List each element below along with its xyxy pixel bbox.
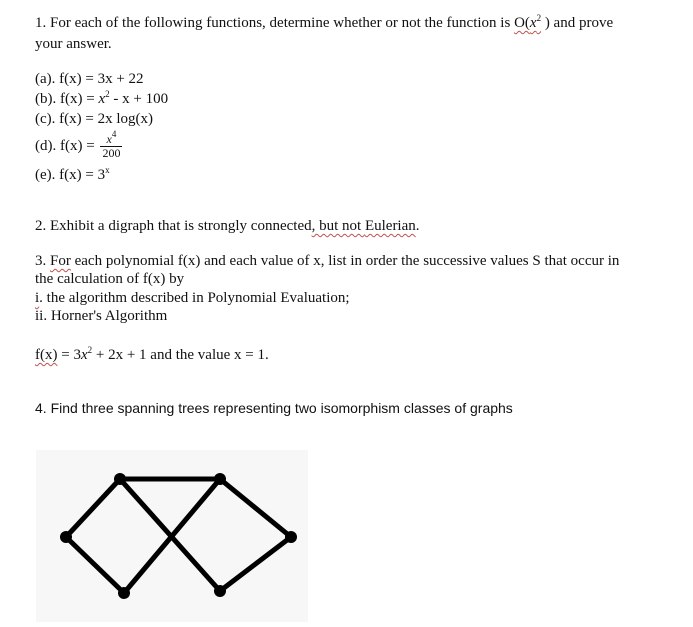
graph-node <box>118 587 130 599</box>
graph-node <box>214 473 226 485</box>
q1-item-c: (c). f(x) = 2x log(x) <box>35 111 154 127</box>
big-o-notation: $O(x^2$ <box>514 13 542 31</box>
q3-item-ii: ii. Horner's Algorithm <box>35 308 168 324</box>
q1-intro-text: 1. For each of the following functions, determine whether or not the function is <box>35 15 515 31</box>
q3-polynomial: $f(x) = 3x^2 + 2x + 1$ and the value x = 1. <box>35 345 269 363</box>
q1-line1: 1. For each of the following functions, determine whether or not the function is $O(x^2$ ) and prove <box>35 13 614 31</box>
q1-line2: your answer. <box>35 36 112 52</box>
q1-item-a: (a). f(x) = 3x + 22 <box>35 71 144 87</box>
q2-line: 2. Exhibit a digraph that is strongly connected, but not Eulerian. <box>35 218 420 234</box>
graph-node <box>114 473 126 485</box>
fraction: $\frac{x^4}{200}$ <box>102 129 121 161</box>
graph-svg <box>36 450 308 622</box>
graph-node <box>60 531 72 543</box>
q4-line: 4. Find three spanning trees representing two isomorphism classes of graphs <box>35 400 513 416</box>
graph-node <box>285 531 297 543</box>
q3-item-i: i. the algorithm described in Polynomial Evaluation; <box>35 290 350 306</box>
q1-item-e: (e). $f(x) = 3^x$ <box>35 165 110 183</box>
graph-edge <box>220 479 291 537</box>
q1-item-d: (d). f(x) = $\frac{x^4}{200}$ <box>35 129 121 161</box>
graph-edge <box>66 537 124 593</box>
graph-figure <box>36 450 308 622</box>
q3-line1: 3. For each polynomial f(x) and each value of x, list in order the successive values S that occur in <box>35 253 620 269</box>
q1-item-b: (b). $f(x) = x^2 - x + 100$ <box>35 89 169 107</box>
q3-line2: the calculation of f(x) by <box>35 271 185 287</box>
graph-node <box>214 585 226 597</box>
graph-edge <box>66 479 120 537</box>
graph-edge <box>220 537 291 591</box>
